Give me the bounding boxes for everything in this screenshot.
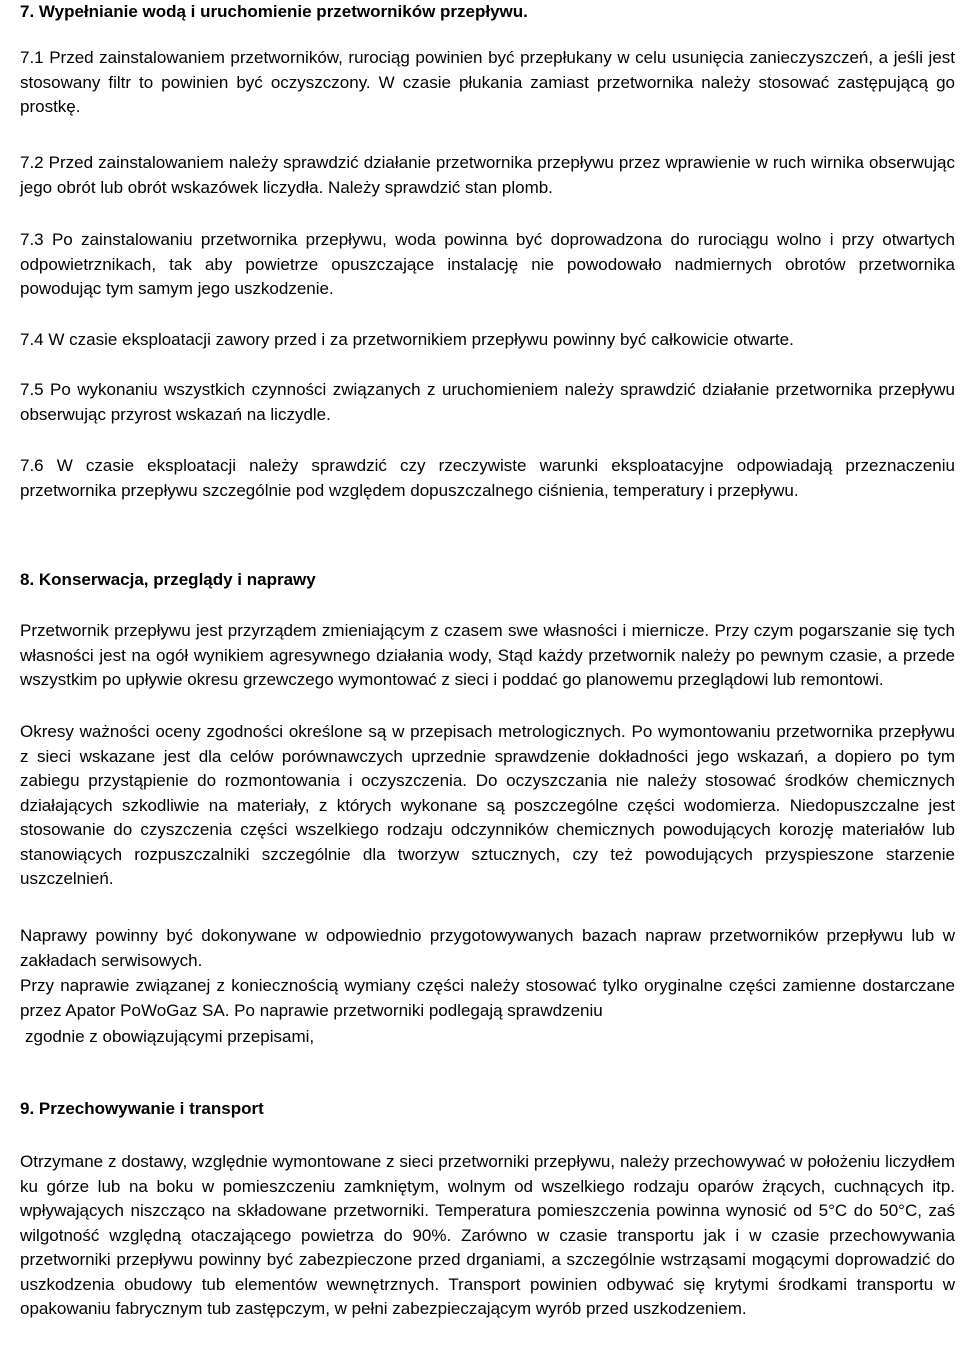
paragraph-8-3: Naprawy powinny być dokonywane w odpowiednio przygotowywanych bazach napraw przetworników przepływu lub w zakładach serwisowych.	[20, 926, 955, 970]
paragraph-8-5: zgodnie z obowiązującymi przepisami,	[25, 1027, 315, 1046]
section-8-heading: 8. Konserwacja, przeglądy i naprawy	[20, 570, 316, 589]
paragraph-8-2: Okresy ważności oceny zgodności określone są w przepisach metrologicznych. Po wymontowaniu przetwornika przepływu z sieci wskazane jest dla celów porównawczych uprzednie sprawdzenie dokładności jego wskazań, a dopiero po tym zabiegu przystąpienie do rozmontowania i oczyszczenia. Do oczyszczania nie należy stosować środków chemicznych działających szkodliwie na materiały, z których wykonane są poszczególne części wodomierza. Niedopuszczalne jest stosowanie do czyszczenia części wszelkiego rodzaju odczynników chemicznych powodujących korozję materiałów lub stanowiących rozpuszczalniki szczególnie dla tworzyw sztucznych, czy też powodujących przyspieszone starzenie uszczelnień.	[20, 722, 955, 888]
paragraph-8-4: Przy naprawie związanej z koniecznością wymiany części należy stosować tylko oryginalne części zamienne dostarczane przez Apator PoWoGaz SA. Po naprawie przetworniki podlegają sprawdzeniu	[20, 976, 955, 1020]
paragraph-7-2: 7.2 Przed zainstalowaniem należy sprawdzić działanie przetwornika przepływu przez wprawienie w ruch wirnika obserwując jego obrót lub obrót wskazówek liczydła. Należy sprawdzić stan plomb.	[20, 153, 955, 197]
paragraph-7-1: 7.1 Przed zainstalowaniem przetworników, rurociąg powinien być przepłukany w celu usunięcia zanieczyszczeń, a jeśli jest stosowany filtr to powinien być oczyszczony. W czasie płukania zamiast przetwornika należy stosować zastępującą go prostkę.	[20, 48, 955, 116]
paragraph-7-6: 7.6 W czasie eksploatacji należy sprawdzić czy rzeczywiste warunki eksploatacyjne odpowiadają przeznaczeniu przetwornika przepływu szczególnie pod względem dopuszczalnego ciśnienia, temperatury i przepływu.	[20, 456, 955, 500]
section-9-heading: 9. Przechowywanie i transport	[20, 1099, 264, 1118]
section-7-heading: 7. Wypełnianie wodą i uruchomienie przetworników przepływu.	[20, 2, 528, 21]
paragraph-9-1: Otrzymane z dostawy, względnie wymontowane z sieci przetworniki przepływu, należy przechowywać w położeniu liczydłem ku górze lub na boku w pomieszczeniu zamkniętym, wolnym od wszelkiego rodzaju oparów żrących, cuchnących itp. wpływających niszcząco na składowane przetworniki. Temperatura pomieszczenia powinna wynosić od 5°C do 50°C, zaś wilgotność względną otaczającego powietrza do 90%. Zarówno w czasie transportu jak i w czasie przechowywania przetworniki przepływu powinny być zabezpieczone przed drganiami, a szczególnie wstrząsami mogącymi doprowadzić do uszkodzenia obudowy tub elementów wewnętrznych. Transport powinien odbywać się krytymi środkami transportu w opakowaniu fabrycznym tub zastępczym, w pełni zabezpieczającym wyrób przed uszkodzeniem.	[20, 1152, 955, 1318]
paragraph-7-3: 7.3 Po zainstalowaniu przetwornika przepływu, woda powinna być doprowadzona do rurociągu wolno i przy otwartych odpowietrznikach, tak aby powietrze opuszczające instalację nie powodowało nadmiernych obrotów przetwornika powodując tym samym jego uszkodzenie.	[20, 230, 955, 298]
paragraph-7-5: 7.5 Po wykonaniu wszystkich czynności związanych z uruchomieniem należy sprawdzić działanie przetwornika przepływu obserwując przyrost wskazań na liczydle.	[20, 380, 955, 424]
paragraph-8-1: Przetwornik przepływu jest przyrządem zmieniającym z czasem swe własności i miernicze. Przy czym pogarszanie się tych własności jest na ogół wynikiem agresywnego działania wody, Stąd każdy przetwornik należy po pewnym czasie, a przede wszystkim po upływie okresu grzewczego wymontować z sieci i poddać go planowemu przeglądowi lub remontowi.	[20, 621, 955, 689]
paragraph-7-4: 7.4 W czasie eksploatacji zawory przed i za przetwornikiem przepływu powinny być całkowicie otwarte.	[20, 330, 794, 349]
